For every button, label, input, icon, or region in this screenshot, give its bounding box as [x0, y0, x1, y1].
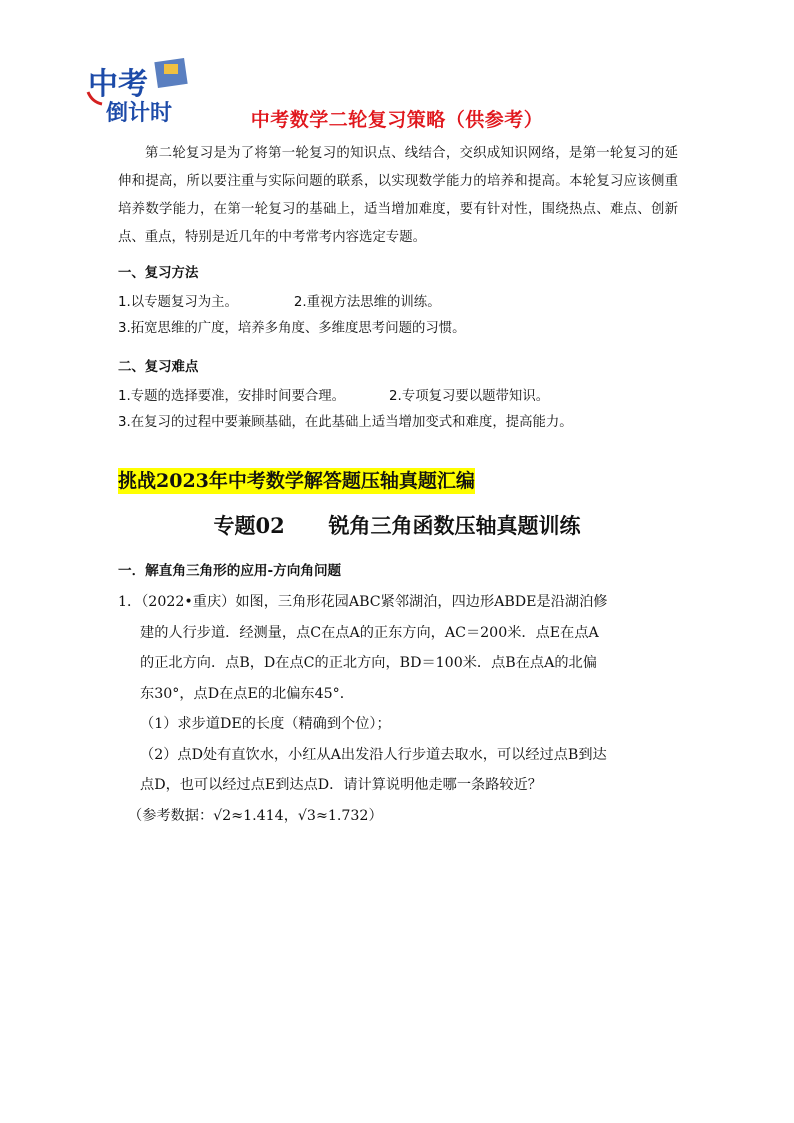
- logo-text-top: 中考: [88, 67, 148, 102]
- section1-item1: 1.以专题复习为主。: [118, 295, 238, 310]
- challenge-banner: [118, 466, 475, 493]
- section1-item2: 2.重视方法思维的训练。: [293, 295, 441, 310]
- problem-line2: 建的人行步道．经测量，点C在点A的正东方向，AC＝200米．点E在点A: [140, 624, 599, 641]
- section2-list: [118, 384, 573, 436]
- problem-question1: （1）求步道DE的长度（精确到个位）；: [140, 716, 391, 732]
- problem-line1: 1．（2022•重庆）如图，三角形花园ABC紧邻湖泊，四边形ABDE是沿湖泊修: [118, 594, 608, 610]
- problem-line4: 东30°，点D在点E的北偏东45°．: [140, 685, 354, 702]
- logo-text-bottom: 倒计时: [106, 101, 173, 126]
- problem-line3: 的正北方向．点B，D在点C的正北方向，BD＝100米．点B在点A的北偏: [140, 655, 597, 671]
- section2-item1: 1.专题的选择要准，安排时间要合理。: [118, 389, 346, 404]
- section1-row1: [118, 290, 466, 316]
- challenge-text: 挑战2023年中考数学解答题压轴真题汇编: [118, 470, 475, 492]
- section2-row1: [118, 384, 573, 410]
- page-title: 中考数学二轮复习策略（供参考）: [250, 109, 544, 131]
- subheading: 一．解直角三角形的应用-方向角问题: [118, 563, 342, 579]
- intro-paragraph: 第二轮复习是为了将第一轮复习的知识点、线结合，交织成知识网络，是第一轮复习的延伸和提高，所以要注重与实际问题的联系，以实现数学能力的培养和提高。本轮复习应该侧重培养数学能力，在第一轮复习的基础上，适当增加难度，要有针对性，围绕热点、难点、创新点、重点，特别是近几年的中考常考内容选定专题。: [118, 146, 678, 245]
- section2-item2: 2.专项复习要以题带知识。: [389, 389, 550, 404]
- section2-item3: 3.在复习的过程中要兼顾基础，在此基础上适当增加变式和难度，提高能力。: [118, 415, 573, 430]
- section1-heading: 一、复习方法: [118, 266, 199, 281]
- problem-reference: （参考数据：√2≈1.414，√3≈1.732）: [128, 807, 383, 824]
- problem-question2a: （2）点D处有直饮水，小红从A出发沿人行步道去取水，可以经过点B到达: [140, 746, 607, 763]
- problem-1: [118, 587, 678, 831]
- problem-question2b: 点D，也可以经过点E到达点D．请计算说明他走哪一条路较近？: [140, 777, 542, 793]
- section1-item3: 3.拓宽思维的广度，培养多角度、多维度思考问题的习惯。: [118, 321, 466, 336]
- topic-title: 专题02 锐角三角函数压轴真题训练: [213, 513, 581, 538]
- section1-list: [118, 290, 466, 342]
- section2-heading: 二、复习难点: [118, 360, 199, 375]
